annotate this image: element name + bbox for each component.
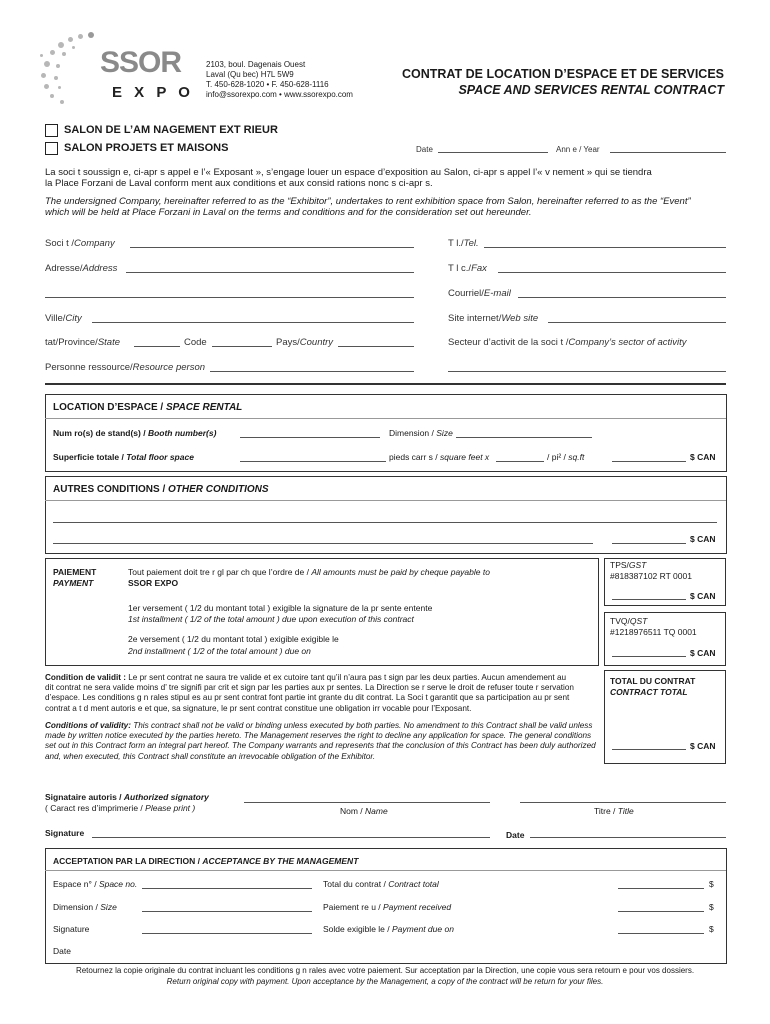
currency-label: $ CAN (690, 591, 716, 601)
website-input[interactable] (548, 322, 726, 323)
signature-label: Signature (45, 828, 85, 838)
title-fr: CONTRAT DE LOCATION D’ESPACE ET DE SERVICES (401, 67, 724, 81)
email-label: Courriel/E-mail (448, 288, 511, 299)
other-conditions-title: AUTRES CONDITIONS / OTHER CONDITIONS (53, 484, 269, 495)
validity-en: Conditions of validity: This contract shall not be valid or binding unless executed by both parties. No amendment to this Contract shall be valid unless made by written notice executed by the parties hereto. The Management reserves the right to decline any application for space. The general conditions set out in this Contract form an integral part hereof. The Company warrants and represents that the conclusion of this Contract has been duly authorized and, when executed, this Contract shall constitute an irrevocable obligation of the Exhibitor. (45, 721, 601, 762)
space-no-label: Espace n° / Space no. (53, 879, 138, 889)
management-dimension-input[interactable] (142, 911, 312, 912)
company-address (206, 60, 353, 100)
tel-label: T l./Tel. (448, 238, 479, 249)
resource-label: Personne ressource/Resource person (45, 362, 206, 373)
sqft-label: pieds carr s / square feet x (389, 452, 490, 462)
title-label: Titre / Title (594, 806, 634, 816)
total-label: Total du contrat / Contract total (323, 879, 439, 889)
intro-text: The undersigned Company, hereinafter referred to as the “Exhibitor”, undertakes to rent exhibition space from Salon, hereinafter referred to as the “Event” (45, 196, 691, 207)
validity-text: d’espace. Les conditions g n rales stipul es au pr sent contrat font partie int grante du dit contrat. La Soci t garantit que sa participation au pr sent (45, 693, 570, 703)
contract-total-input[interactable] (612, 749, 686, 750)
logo-wordmark: SSOR (100, 46, 182, 79)
payment-label-fr: PAIEMENT (53, 567, 97, 577)
fax-input[interactable] (498, 272, 726, 273)
validity-title-fr: Condition de validit : (45, 673, 126, 682)
date-input[interactable] (438, 152, 548, 153)
title-input[interactable] (520, 802, 726, 803)
validity-text: contrat a t d ment autoris e et que, sa signature, le pr sent contrat constitue une obligation irr vocable pour l’Exposant. (45, 703, 472, 713)
received-label: Paiement re u / Payment received (323, 902, 452, 912)
management-date-label: Date (53, 946, 71, 956)
signature-date-input[interactable] (530, 837, 726, 838)
cheque-instruction: Tout paiement doit tre r gl par ch que l’ordre de / All amounts must be paid by cheque payable to (128, 567, 490, 577)
currency-label: $ CAN (690, 534, 716, 544)
resource-input[interactable] (210, 371, 414, 372)
validity-text: set out in this Contract form an integral part hereof. The Company warrants and represents that the conclusion of this Contract has been duly authorized (45, 741, 596, 751)
intro-text: la Place Forzani de Laval conform ment aux conditions et aux consid rations nonc s ci-apr s. (45, 178, 433, 189)
currency-label: $ CAN (690, 741, 716, 751)
address-input-2[interactable] (45, 297, 414, 298)
tps-number: #818387102 RT 0001 (610, 571, 692, 581)
payment-due-input[interactable] (618, 933, 704, 934)
dimension-label: Dimension / Size (53, 902, 117, 912)
section-divider (45, 383, 726, 385)
fax-label: T l c./Fax (448, 263, 487, 274)
city-label: Ville/City (45, 313, 82, 324)
validity-text: dit contrat ne sera valide moins d’ tre signifi par crit et sign par les parties aux pr sentes. La Direction se r serve le droit de refuser toute r servation (45, 683, 574, 693)
address-line: Laval (Qu bec) H7L 5W9 (206, 70, 294, 79)
dollar-label: $ (709, 879, 714, 889)
logo-subtitle: E X P O (112, 84, 194, 101)
salon-checkbox-exterior[interactable] (45, 124, 58, 137)
address-line: T. 450-628-1020 • F. 450-628-1116 (206, 80, 329, 89)
contract-total-en: CONTRACT TOTAL (610, 687, 688, 697)
currency-label: $ CAN (690, 452, 716, 462)
validity-text: made by written notice executed by the parties hereto. The Management reserves the right to decline any application for space. The general conditions (45, 731, 592, 741)
state-label: tat/Province/State (45, 337, 120, 348)
website-label: Site internet/Web site (448, 313, 539, 324)
print-instruction: ( Caract res d’imprimerie / Please print ) (45, 803, 196, 813)
dollar-label: $ (709, 924, 714, 934)
country-label: Pays/Country (276, 337, 334, 348)
tvq-number: #1218976511 TQ 0001 (610, 627, 697, 637)
intro-fr (45, 167, 735, 189)
title-en: SPACE AND SERVICES RENTAL CONTRACT (458, 83, 724, 97)
divider (45, 418, 726, 419)
payment-label-en: PAYMENT (53, 578, 94, 588)
payee: SSOR EXPO (128, 578, 179, 588)
date-label: Date (416, 145, 433, 154)
booth-label: Num ro(s) de stand(s) / Booth number(s) (53, 428, 217, 438)
year-label: Ann e / Year (556, 145, 600, 154)
signature-input[interactable] (92, 837, 490, 838)
sector-label: Secteur d’activit de la soci t /Company’s sector of activity (448, 337, 687, 348)
city-input[interactable] (92, 322, 414, 323)
intro-en (45, 196, 735, 218)
management-title: ACCEPTATION PAR LA DIRECTION / ACCEPTANCE BY THE MANAGEMENT (53, 856, 359, 866)
booth-input[interactable] (240, 437, 380, 438)
management-signature-input[interactable] (142, 933, 312, 934)
intro-text: La soci t soussign e, ci-apr s appel e l’« Exposant », s’engage louer un espace d’exposition au Salon, ci-apr s appel l’« v nement » qui se tiendra (45, 167, 652, 178)
address-line: 2103, boul. Dagenais Ouest (206, 60, 306, 69)
second-installment-en: 2nd installment ( 1/2 of the total amount ) due on (128, 646, 311, 656)
authorized-signatory-label: Signataire autoris / Authorized signatory (45, 792, 209, 802)
space-no-input[interactable] (142, 888, 312, 889)
validity-text: and, when executed, this Contract shall constitute an irrevocable obligation of the Exhibitor. (45, 751, 376, 761)
contract-total-fr: TOTAL DU CONTRAT (610, 676, 696, 686)
salon-label: SALON PROJETS ET MAISONS (64, 142, 229, 154)
divider (45, 870, 726, 871)
space-rental-title: LOCATION D’ESPACE / SPACE RENTAL (53, 402, 243, 413)
salon-checkbox-projects[interactable] (45, 142, 58, 155)
divider (45, 500, 726, 501)
year-input[interactable] (610, 152, 726, 153)
management-total-input[interactable] (618, 888, 704, 889)
email-input[interactable] (518, 297, 726, 298)
country-input[interactable] (338, 346, 414, 347)
address-line: info@ssorexpo.com • www.ssorexpo.com (206, 90, 353, 99)
state-input[interactable] (134, 346, 180, 347)
dimension-input[interactable] (456, 437, 592, 438)
tvq-label: TVQ/QST (610, 616, 648, 626)
date-label: Date (506, 830, 525, 840)
tel-input[interactable] (484, 247, 726, 248)
address-label: Adresse/Address (45, 263, 118, 274)
logo (36, 28, 196, 108)
other-conditions-input-1[interactable] (53, 522, 717, 523)
management-signature-label: Signature (53, 924, 90, 934)
tps-amount-input[interactable] (612, 599, 686, 600)
first-installment-fr: 1er versement ( 1/2 du montant total ) exigible la signature de la pr sente entente (128, 603, 433, 613)
company-input[interactable] (130, 247, 414, 248)
name-label: Nom / Name (340, 806, 388, 816)
payment-received-input[interactable] (618, 911, 704, 912)
per-sqft-label: / pi² / sq.ft (547, 452, 585, 462)
price-per-sqft-input[interactable] (496, 461, 544, 462)
address-input[interactable] (126, 272, 414, 273)
intro-text: which will be held at Place Forzani in Laval on the terms and conditions and for the consideration set out hereunder. (45, 207, 532, 218)
floor-space-label: Superficie totale / Total floor space (53, 452, 194, 462)
due-label: Solde exigible le / Payment due on (323, 924, 454, 934)
footer-en: Return original copy with payment. Upon acceptance by the Management, a copy of the contract will be return for your files. (166, 977, 604, 986)
tvq-amount-input[interactable] (612, 656, 686, 657)
code-label: Code (184, 337, 207, 348)
other-conditions-input-2[interactable] (53, 543, 593, 544)
company-label: Soci t /Company (45, 238, 115, 249)
tps-label: TPS/GST (610, 560, 647, 570)
validity-fr: Condition de validit : Le pr sent contrat ne saura tre valide et ex cutoire tant qu’il n’aura pas t sign par les deux parties. Aucun amendement au dit contrat ne sera valide moins d’ tre signifi par crit et sign par les parties aux pr sentes. La Direction se r serve le droit de refuser toute r servation d’espace. Les conditions g n rales stipul es au pr sent contrat font partie int grante du dit contrat. La Soci t garantit que sa participation au pr sent contrat a t d ment autoris e et que, sa signature, le pr sent contrat constitue une obligation irr vocable pour l’Exposant. (45, 673, 601, 714)
currency-label: $ CAN (690, 648, 716, 658)
second-installment-fr: 2e versement ( 1/2 du montant total ) exigible exigible le (128, 634, 339, 644)
space-amount-input[interactable] (612, 461, 686, 462)
validity-title-en: Conditions of validity: (45, 721, 131, 730)
name-input[interactable] (244, 802, 490, 803)
dimension-label: Dimension / Size (389, 428, 453, 438)
salon-label: SALON DE L’AM NAGEMENT EXT RIEUR (64, 124, 278, 136)
floor-space-input[interactable] (240, 461, 386, 462)
dollar-label: $ (709, 902, 714, 912)
first-installment-en: 1st installment ( 1/2 of the total amount ) due upon execution of this contract (128, 614, 414, 624)
other-amount-input[interactable] (612, 543, 686, 544)
sector-input[interactable] (448, 371, 726, 372)
code-input[interactable] (212, 346, 272, 347)
footer-fr: Retournez la copie originale du contrat incluant les conditions g n rales avec votre paiement. Sur acceptation par la Direction, une copie vous sera retourn e pour vos dossiers. (75, 966, 695, 975)
